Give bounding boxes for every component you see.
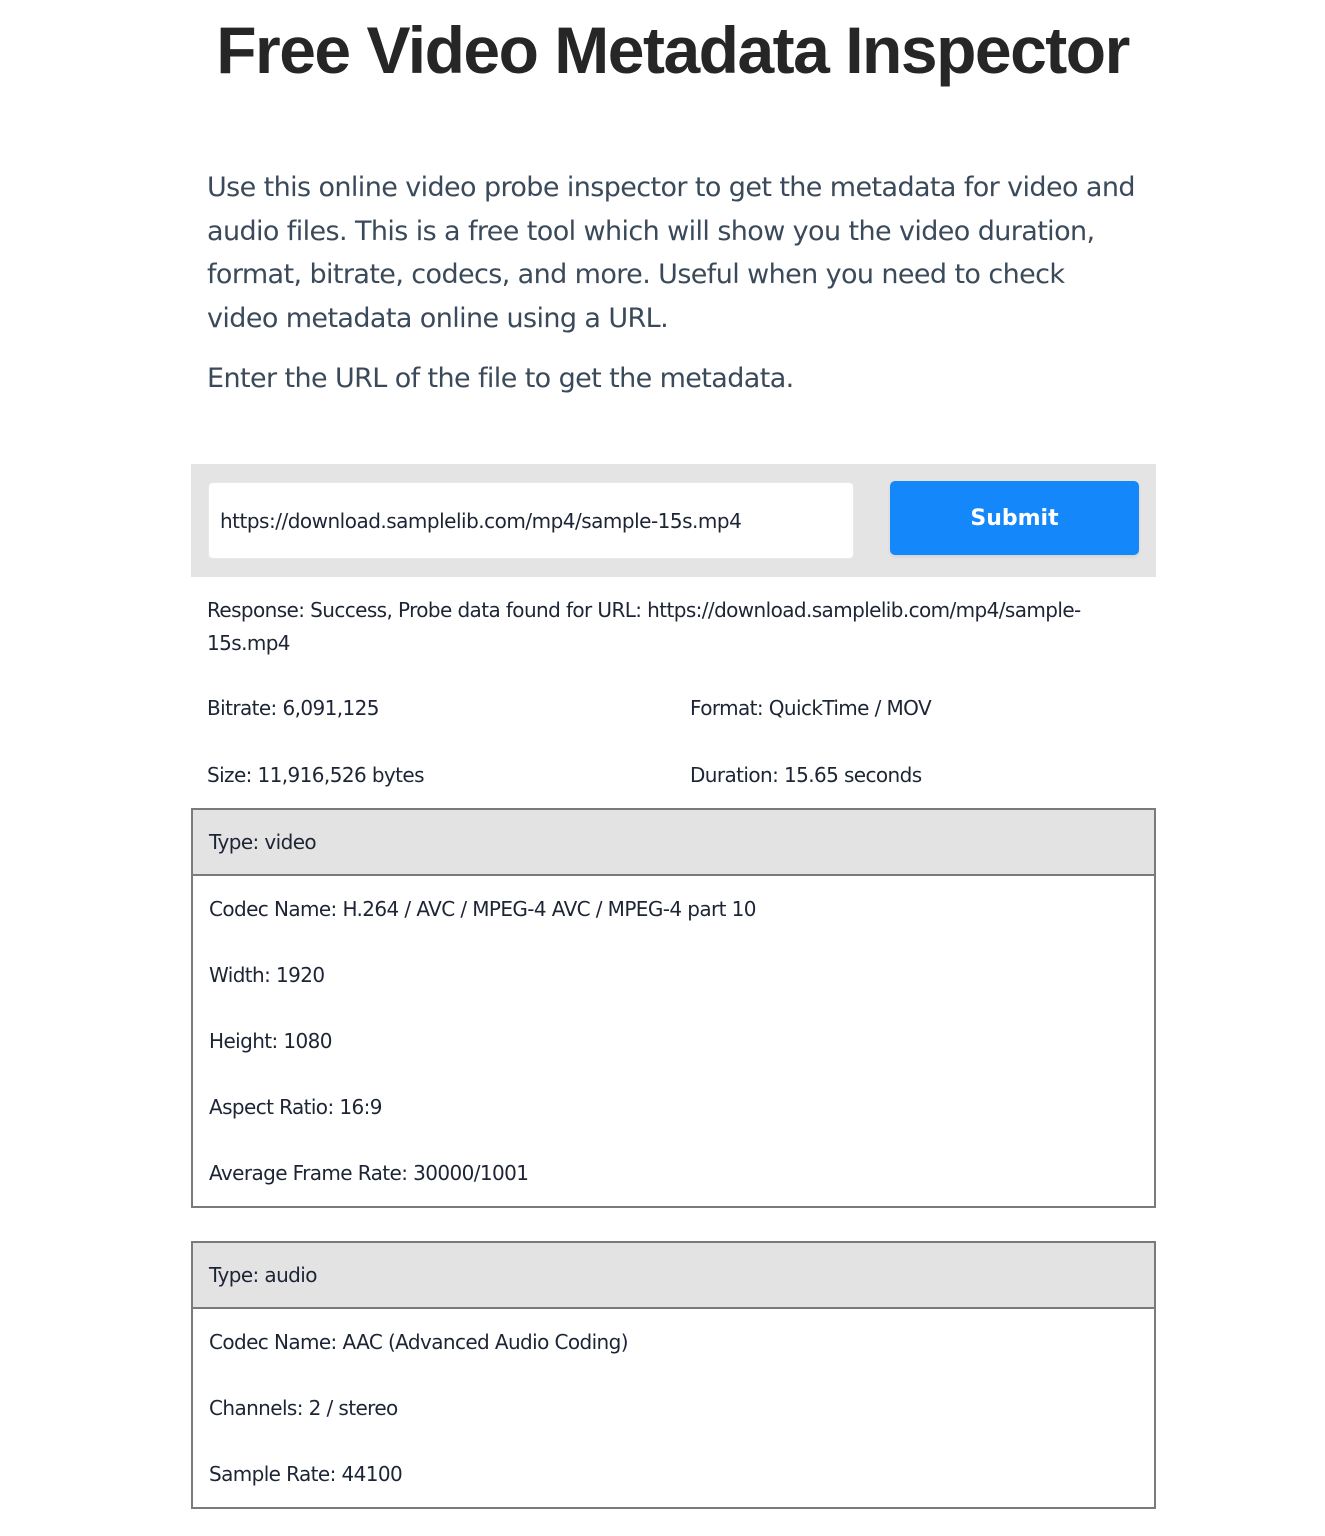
height: Height: 1080 xyxy=(209,1029,332,1053)
codec-name: Codec Name: AAC (Advanced Audio Coding) xyxy=(209,1330,628,1354)
codec-name: Codec Name: H.264 / AVC / MPEG-4 AVC / MPEG-4 part 10 xyxy=(209,897,756,921)
sample-rate: Sample Rate: 44100 xyxy=(209,1462,403,1486)
page-title: Free Video Metadata Inspector xyxy=(216,13,1129,87)
stream-details xyxy=(193,876,1154,1206)
stream-details xyxy=(193,1309,1154,1507)
url-input[interactable] xyxy=(208,482,854,559)
aspect-ratio: Aspect Ratio: 16:9 xyxy=(209,1095,382,1119)
size-value: Size: 11,916,526 bytes xyxy=(207,763,424,787)
instruction-text: Enter the URL of the file to get the metadata. xyxy=(207,363,794,394)
duration-value: Duration: 15.65 seconds xyxy=(690,763,922,787)
stream-type-header: Type: audio xyxy=(193,1243,1154,1309)
audio-stream-panel xyxy=(191,1241,1156,1509)
stream-type-header: Type: video xyxy=(193,810,1154,876)
video-stream-panel xyxy=(191,808,1156,1208)
url-form xyxy=(191,464,1156,577)
intro-paragraph: Use this online video probe inspector to get the metadata for video and audio files. This is a free tool which will show you the video duration, format, bitrate, codecs, and more. Useful when you need to check video metadata online using a URL. xyxy=(207,172,1135,334)
submit-button[interactable]: Submit xyxy=(890,481,1139,555)
response-message: Response: Success, Probe data found for URL: https://download.samplelib.com/mp4/sample-15s.mp4 xyxy=(207,598,1081,655)
average-frame-rate: Average Frame Rate: 30000/1001 xyxy=(209,1161,529,1185)
format-value: Format: QuickTime / MOV xyxy=(690,696,932,720)
channels: Channels: 2 / stereo xyxy=(209,1396,398,1420)
width: Width: 1920 xyxy=(209,963,325,987)
bitrate-value: Bitrate: 6,091,125 xyxy=(207,696,379,720)
